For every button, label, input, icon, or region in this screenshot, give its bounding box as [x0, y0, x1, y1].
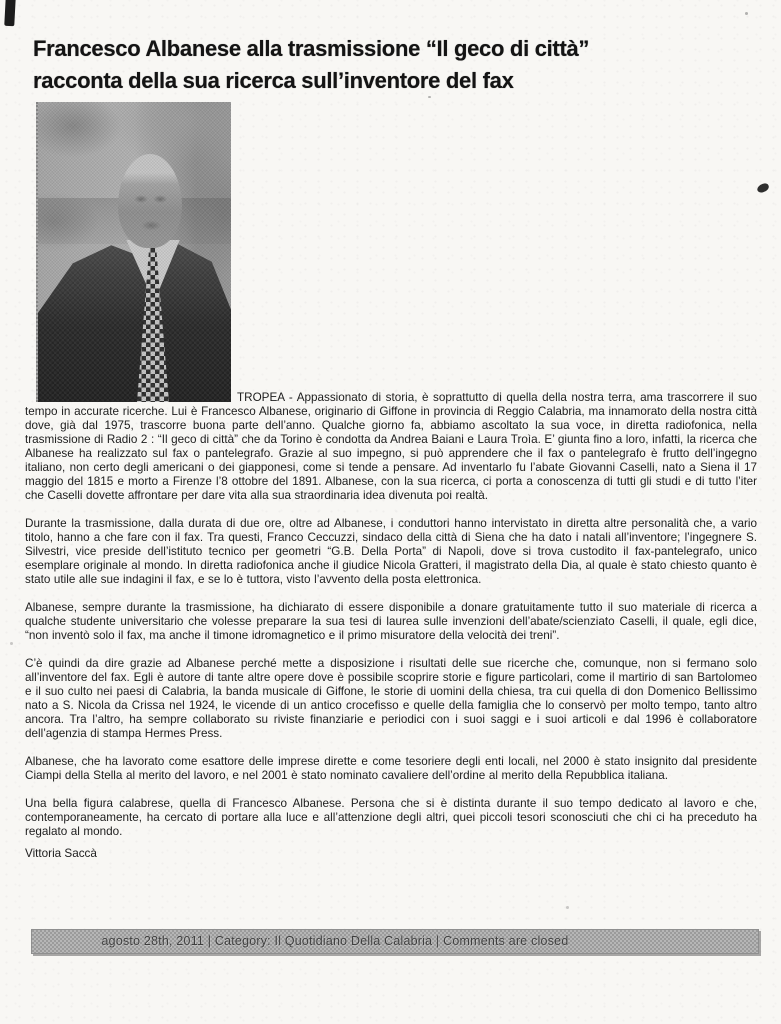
article-headline — [33, 33, 757, 97]
scan-speckle — [428, 96, 431, 98]
portrait-photo — [36, 102, 231, 402]
article-paragraph: Albanese, che ha lavorato come esattore delle imprese dirette e come tesoriere degli enti locali, nel 2000 è stato insignito dal presidente Ciampi della Stella al merito del lavoro, e nel 2001 è stato nominato cavaliere dell’ordine al merito della Repubblica italiana. — [25, 755, 757, 782]
photo-grain-overlay — [38, 102, 231, 402]
scan-speckle — [10, 642, 13, 645]
scan-speckle — [745, 12, 748, 15]
scan-artifact-mark — [4, 0, 16, 26]
scan-speckle — [566, 906, 569, 909]
author-byline: Vittoria Saccà — [25, 847, 97, 860]
article-paragraph: Durante la trasmissione, dalla durata di due ore, oltre ad Albanese, i conduttori hanno intervistato in diretta altre personalità che, a vario titolo, hanno a che fare con il fax. Tra questi, Franco Ceccuzzi, sindaco della città di Siena che ha dato i natali all’inventore; l’ingegnere S. Silvestri, vice preside dell’istituto tecnico per geometri “G.B. Della Porta” di Napoli, dove si trova custodito il fax-pantelegrafo, unico esemplare originale al mondo. In diretta radiofonica anche il giudice Nicola Gratteri, il magistrato della Dia, al quale è stato chiesto quanto è stato utile alle sue indagini il fax, e se lo è tuttora, visto l’avvento della posta elettronica. — [25, 517, 757, 586]
post-meta-bar — [31, 929, 759, 954]
article-paragraph: C’è quindi da dire grazie ad Albanese perché mette a disposizione i risultati delle sue ricerche che, comunque, non si fermano solo all’inventore del fax. Egli è autore di tante altre opere dove è possibile scoprire storie e figure particolari, come il martirio di san Bartolomeo e il suo culto nei paesi di Calabria, la banda musicale di Giffone, le storie di uomini della chiesa, tra cui quella di don Domenico Bellissimo nato a S. Nicola da Crissa nel 1924, le vicende di un antico crocefisso e quelle della famiglia che lo conservò per molto tempo, tanto altro ancora. Tra l’altro, ha sempre collaborato su riviste finanziarie e periodici con i suoi saggi e i suoi articoli e dal 1996 è collaboratore dell’agenzia di stampa Hermes Press. — [25, 657, 757, 740]
article-paragraph: TROPEA - Appassionato di storia, è soprattutto di quella della nostra terra, ama trascorrere il suo tempo in accurate ricerche. Lui è Francesco Albanese, originario di Giffone in provincia di Reggio Calabria, ma innamorato della nostra città dove, già dal 1975, trascorre buona parte dell’anno. Qualche giorno fa, abbiamo ascoltato la sua voce, in diretta radiofonica, nella trasmissione di Radio 2 : “Il geco di città” che da Torino è condotta da Andrea Baiani e Laura Troìa. E’ giunta fino a loro, infatti, la ricerca che Albanese ha realizzato sul fax o pantelegrafo. Grazie al suo impegno, si può apprendere che il fax o pantelegrafo è frutto dell’ingegno italiano, non certo degli americani o dei giapponesi, come si tende a pensare. Ad inventarlo fu l’abate Giovanni Caselli, nato a Siena il 17 maggio del 1815 e morto a Firenze l’8 ottobre del 1891. Albanese, con la sua ricerca, ci porta a conoscenza di tutti gli studi e di tutto l’iter che Caselli dovette affrontare per dare vita alla sua straordinaria idea divenuta poi realtà. — [25, 391, 757, 502]
article-paragraph: Albanese, sempre durante la trasmissione, ha dichiarato di essere disponibile a donare gratuitamente tutto il suo materiale di ricerca a qualche studente universitario che volesse preparare la sua tesi di laurea sulle invenzioni dell’abate/scienziato Caselli, il quale, egli dice, “non inventò solo il fax, ma anche il timone idromagnetico e il primo misuratore della velocità dei treni”. — [25, 601, 757, 642]
post-meta-text: agosto 28th, 2011 | Category: Il Quotidiano Della Calabria | Comments are closed — [101, 934, 569, 948]
article-paragraph: Una bella figura calabrese, quella di Francesco Albanese. Persona che si è distinta durante il suo tempo dedicato al lavoro e che, contemporaneamente, ha cercato di portare alla luce e all’attenzione degli altri, quei piccoli tesori sconosciuti che chi ci ha preceduto ha regalato al mondo. — [25, 797, 757, 838]
headline-line-1: Francesco Albanese alla trasmissione “Il geco di città” — [33, 36, 590, 61]
headline-line-2: racconta della sua ricerca sull’inventore del fax — [33, 68, 514, 93]
